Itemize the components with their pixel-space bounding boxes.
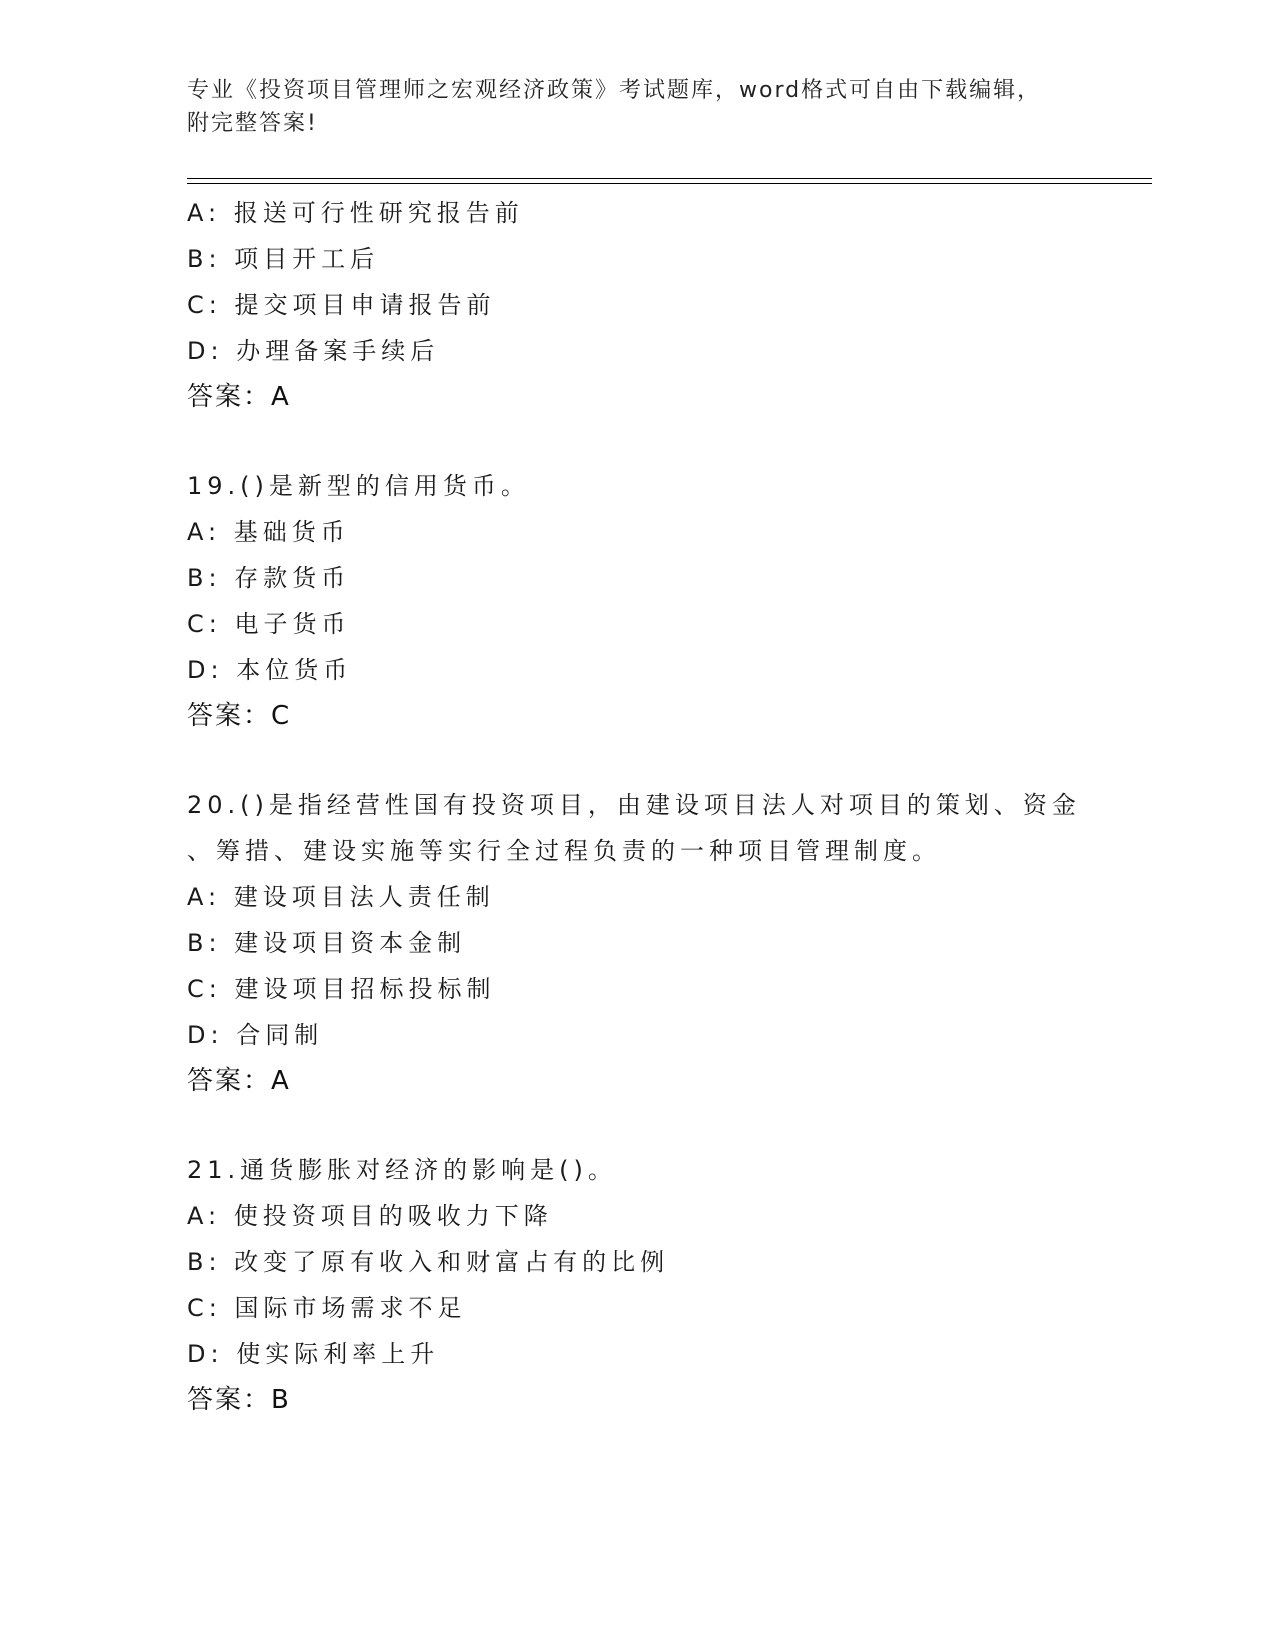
option-a: A: 报送可行性研究报告前 (187, 199, 524, 227)
header-line-2: 附完整答案! (187, 111, 318, 136)
question-stem: 19.()是新型的信用货币。 (187, 472, 530, 500)
option-d: D: 办理备案手续后 (187, 337, 440, 365)
document-header (187, 74, 1067, 140)
answer: 答案：B (187, 1385, 291, 1415)
option-d: D: 本位货币 (187, 656, 353, 684)
option-b: B: 改变了原有收入和财富占有的比例 (187, 1248, 670, 1276)
option-c: C: 建设项目招标投标制 (187, 975, 496, 1003)
spacer (187, 739, 1107, 782)
question-stem-line-2: 、筹措、建设实施等实行全过程负责的一种项目管理制度。 (187, 837, 941, 865)
option-c: C: 电子货币 (187, 610, 351, 638)
answer: 答案：A (187, 1066, 291, 1096)
question-list (187, 190, 1107, 1423)
header-divider-top (187, 178, 1152, 179)
option-a: A: 使投资项目的吸收力下降 (187, 1202, 553, 1230)
question-20 (187, 782, 1107, 1104)
option-b: B: 存款货币 (187, 564, 351, 592)
answer: 答案：C (187, 701, 292, 731)
option-b: B: 建设项目资本金制 (187, 929, 467, 957)
option-a: A: 基础货币 (187, 518, 350, 546)
option-d: D: 合同制 (187, 1021, 324, 1049)
answer: 答案：A (187, 382, 291, 412)
question-19 (187, 463, 1107, 739)
question-stem-line-1: 20.()是指经营性国有投资项目，由建设项目法人对项目的策划、资金 (187, 791, 1081, 819)
option-a: A: 建设项目法人责任制 (187, 883, 495, 911)
question-21 (187, 1147, 1107, 1423)
option-d: D: 使实际利率上升 (187, 1340, 440, 1368)
question-18 (187, 190, 1107, 420)
question-stem: 21.通货膨胀对经济的影响是()。 (187, 1156, 617, 1184)
option-b: B: 项目开工后 (187, 245, 380, 273)
option-c: C: 国际市场需求不足 (187, 1294, 467, 1322)
header-divider-bottom (187, 183, 1152, 184)
header-line-1: 专业《投资项目管理师之宏观经济政策》考试题库，word格式可自由下载编辑， (187, 78, 1042, 103)
spacer (187, 420, 1107, 463)
spacer (187, 1104, 1107, 1147)
option-c: C: 提交项目申请报告前 (187, 291, 496, 319)
